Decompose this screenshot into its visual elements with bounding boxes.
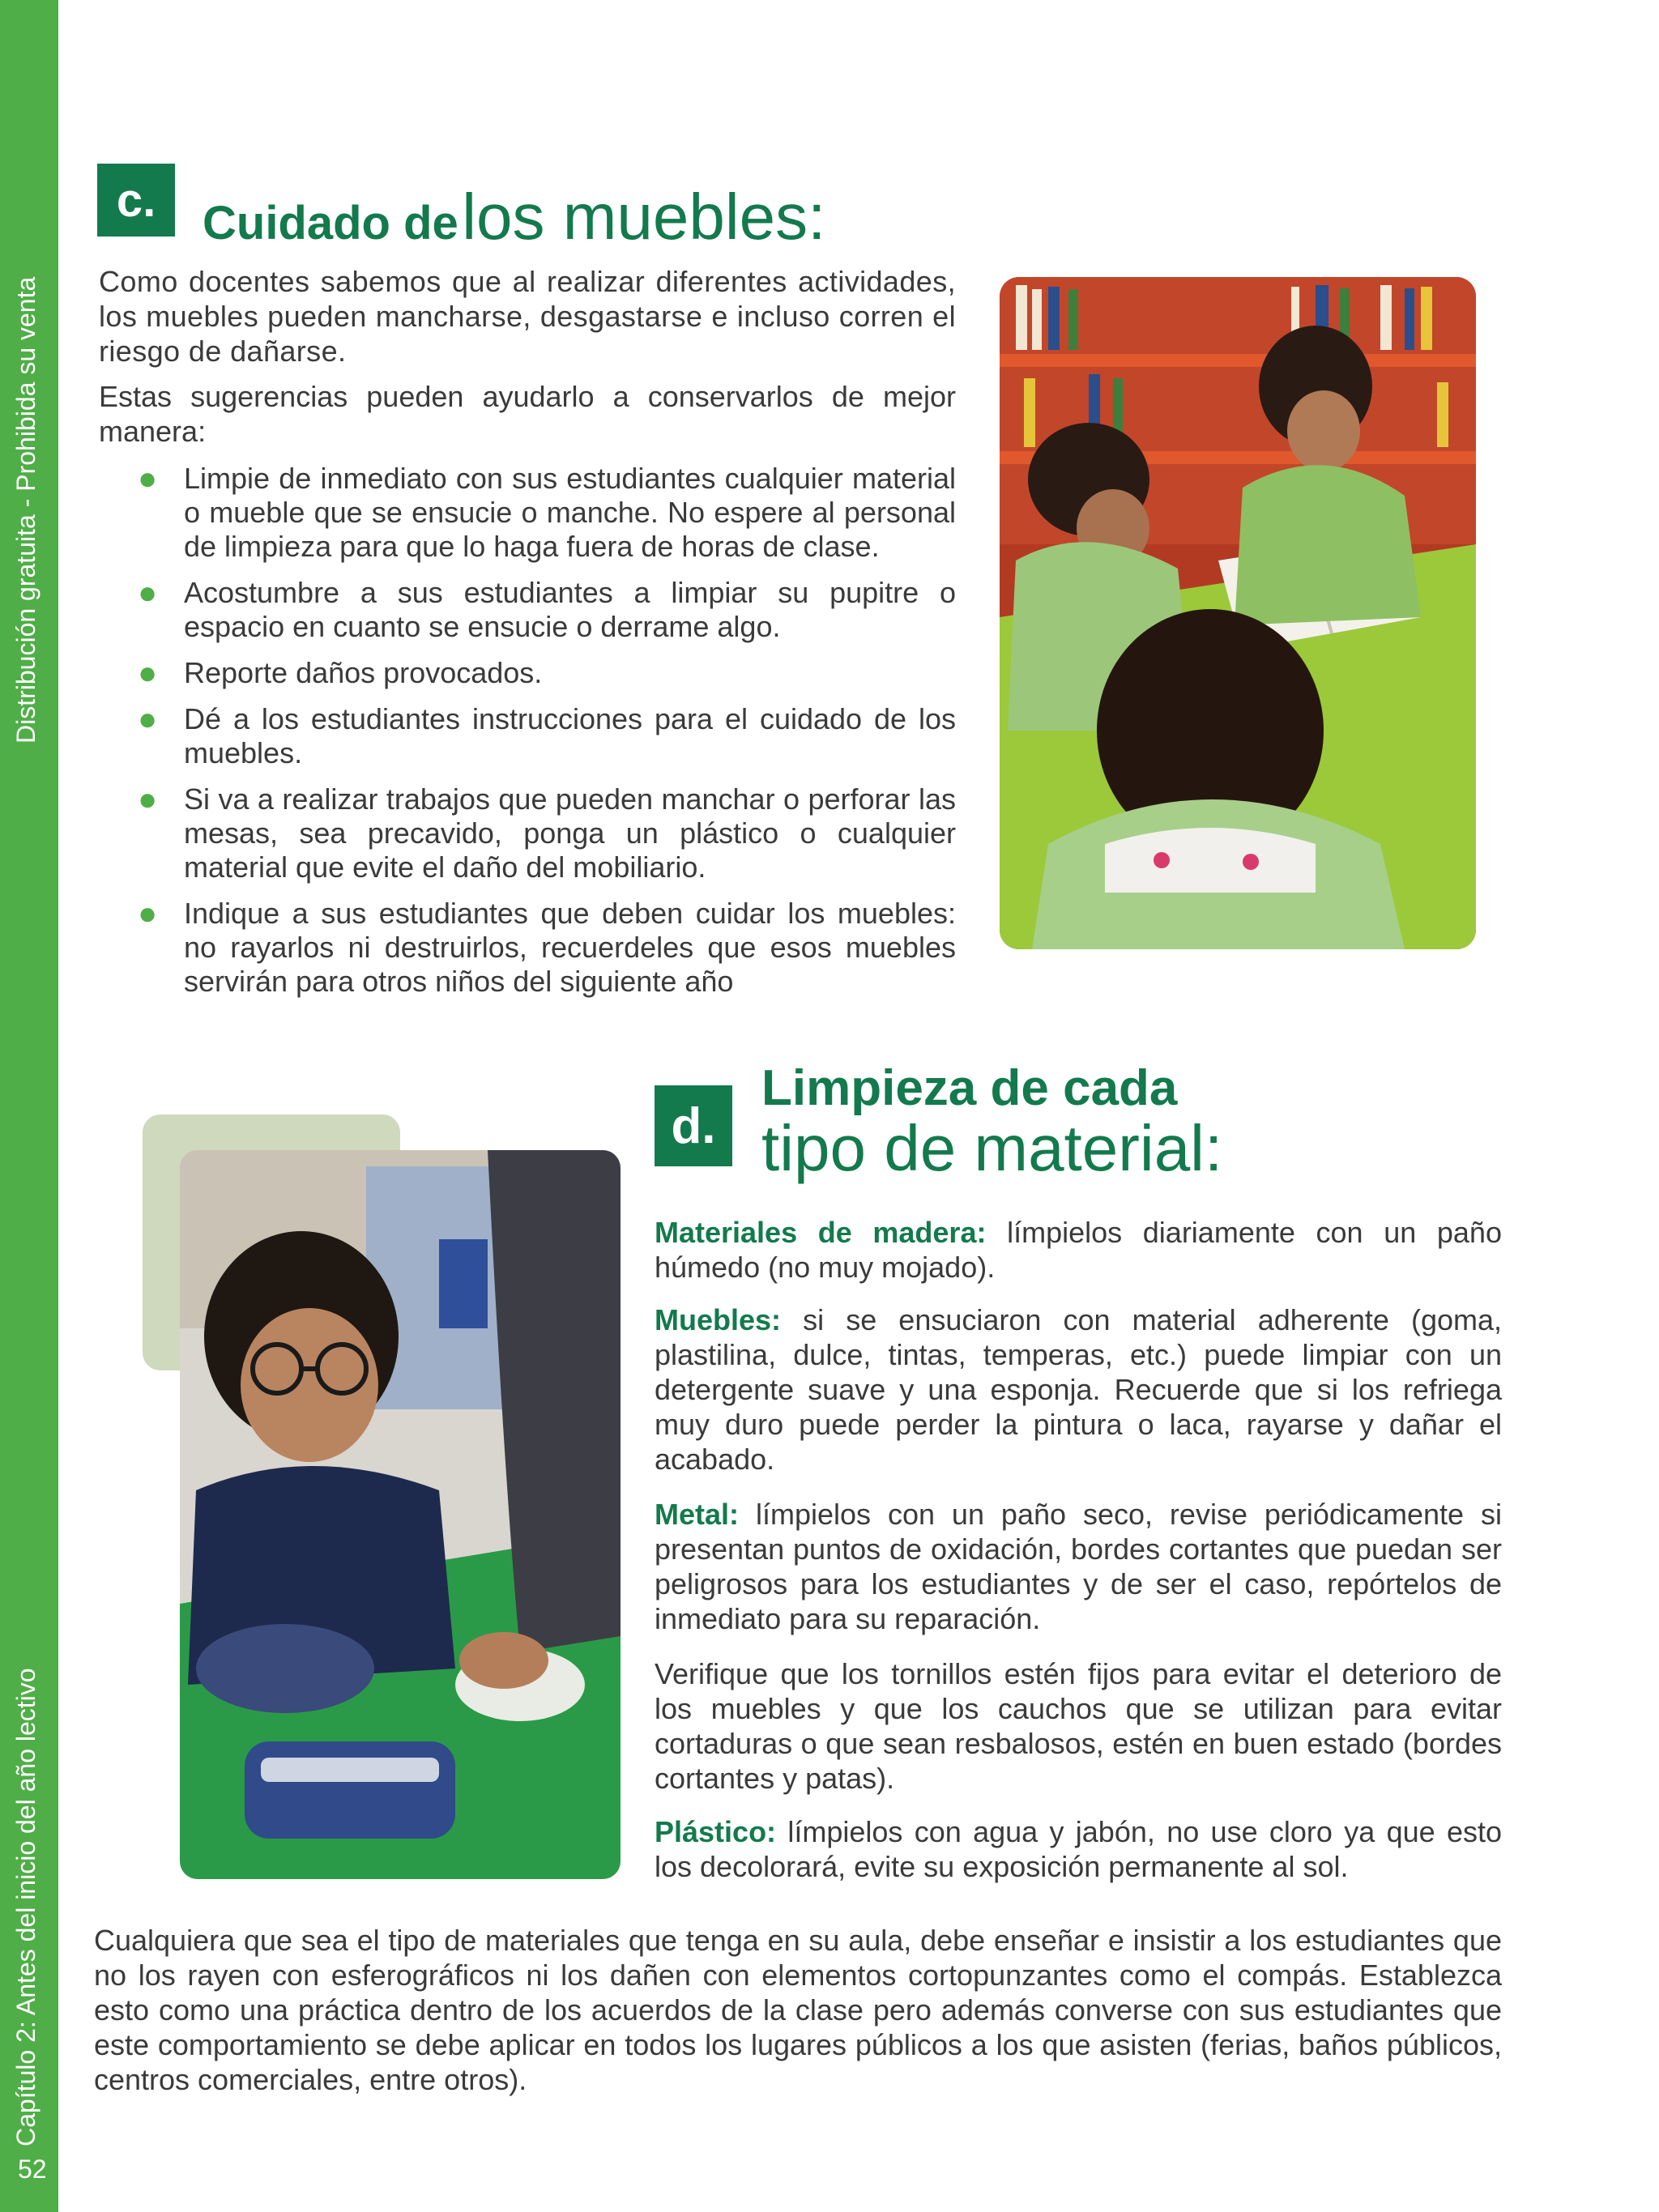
section-c-intro-2: Estas sugerencias pueden ayudarlo a conservarlos de mejor manera: bbox=[99, 380, 956, 448]
material-item-metal: Metal: límpielos con un paño seco, revise periódicamente si presentan puntos de oxidación, bordes cortantes que puedan ser peligrosos para los estudiantes y de ser el caso, repórtelos de inmediato para su reparación. bbox=[655, 1498, 1502, 1635]
bullet-icon: ● bbox=[138, 701, 158, 737]
list-item: ● Limpie de inmediato con sus estudiantes cualquier material o mueble que se ensucie o manche. No espere al personal de limpieza para que lo haga fuera de horas de clase. bbox=[138, 461, 956, 563]
bullet-icon: ● bbox=[138, 461, 158, 497]
material-item-muebles: Muebles: si se ensuciaron con material adherente (goma, plastilina, dulce, tintas, temperas, etc.) puede limpiar con un detergente suave y una esponja. Recuerde que si los refriega muy duro puede perder la pintura o laca, rayarse y dañar el acabado. bbox=[655, 1303, 1502, 1476]
section-c-badge: c. bbox=[97, 164, 175, 237]
section-c-intro-1: Como docentes sabemos que al realizar diferentes actividades, los muebles pueden mancharse, desgastarse e incluso corren el riesgo de dañarse. bbox=[99, 265, 956, 368]
bullet-icon: ● bbox=[138, 575, 158, 611]
section-c-bullet-list bbox=[138, 462, 956, 1011]
material-item-plastico: Plástico: límpielos con agua y jabón, no use cloro ya que esto los decolorará, evite su exposición permanente al sol. bbox=[655, 1815, 1502, 1883]
section-d-heading-light: tipo de material: bbox=[761, 1112, 1223, 1184]
sidebar-distribution-note: Distribución gratuita - Prohibida su venta bbox=[11, 276, 41, 744]
list-item: ● Si va a realizar trabajos que pueden manchar o perforar las mesas, sea precavido, ponga un plástico o cualquier material que evite el daño del mobiliario. bbox=[138, 782, 956, 884]
closing-paragraph: Cualquiera que sea el tipo de materiales que tenga en su aula, debe enseñar e insistir a los estudiantes que no los rayen con esferográficos ni los dañen con elementos cortopunzantes como el compás. Establezca esto como una práctica dentro de los acuerdos de la clase pero además converse con sus estudiantes que este comportamiento se debe aplicar en todos los lugares públicos a los que asisten (ferias, baños públicos, centros comerciales, entre otros). bbox=[94, 1924, 1502, 2096]
bullet-icon: ● bbox=[138, 655, 158, 691]
section-c-heading-light: los muebles: bbox=[462, 181, 826, 253]
page-number: 52 bbox=[18, 2154, 47, 2184]
material-item-madera: Materiales de madera: límpielos diariamente con un paño húmedo (no muy mojado). bbox=[655, 1216, 1502, 1284]
list-item: ● Indique a sus estudiantes que deben cuidar los muebles: no rayarlos ni destruirlos, recuerdeles que esos muebles servirán para otros niños del siguiente año bbox=[138, 896, 956, 998]
section-c-heading-bold: Cuidado de bbox=[203, 197, 458, 249]
photo-students-reading bbox=[1000, 277, 1476, 949]
section-d-heading-bold: Limpieza de cada bbox=[761, 1060, 1178, 1116]
list-item: ● Acostumbre a sus estudiantes a limpiar su pupitre o espacio en cuanto se ensucie o derrame algo. bbox=[138, 575, 956, 643]
bullet-icon: ● bbox=[138, 782, 158, 817]
list-item: ● Reporte daños provocados. bbox=[138, 655, 543, 691]
photo-girl-cleaning-desk bbox=[180, 1150, 621, 1879]
section-d-badge: d. bbox=[655, 1085, 732, 1166]
list-item: ● Dé a los estudiantes instrucciones para el cuidado de los muebles. bbox=[138, 701, 956, 769]
material-item-tornillos: Verifique que los tornillos estén fijos para evitar el deterioro de los muebles y que los cauchos que se utilizan para evitar cortaduras o que sean resbalosos, estén en buen estado (bordes cortantes y patas). bbox=[655, 1657, 1502, 1795]
sidebar-chapter-title: Capítulo 2: Antes del inicio del año lectivo bbox=[11, 1668, 41, 2146]
bullet-icon: ● bbox=[138, 896, 158, 931]
section-c-heading bbox=[203, 180, 825, 254]
